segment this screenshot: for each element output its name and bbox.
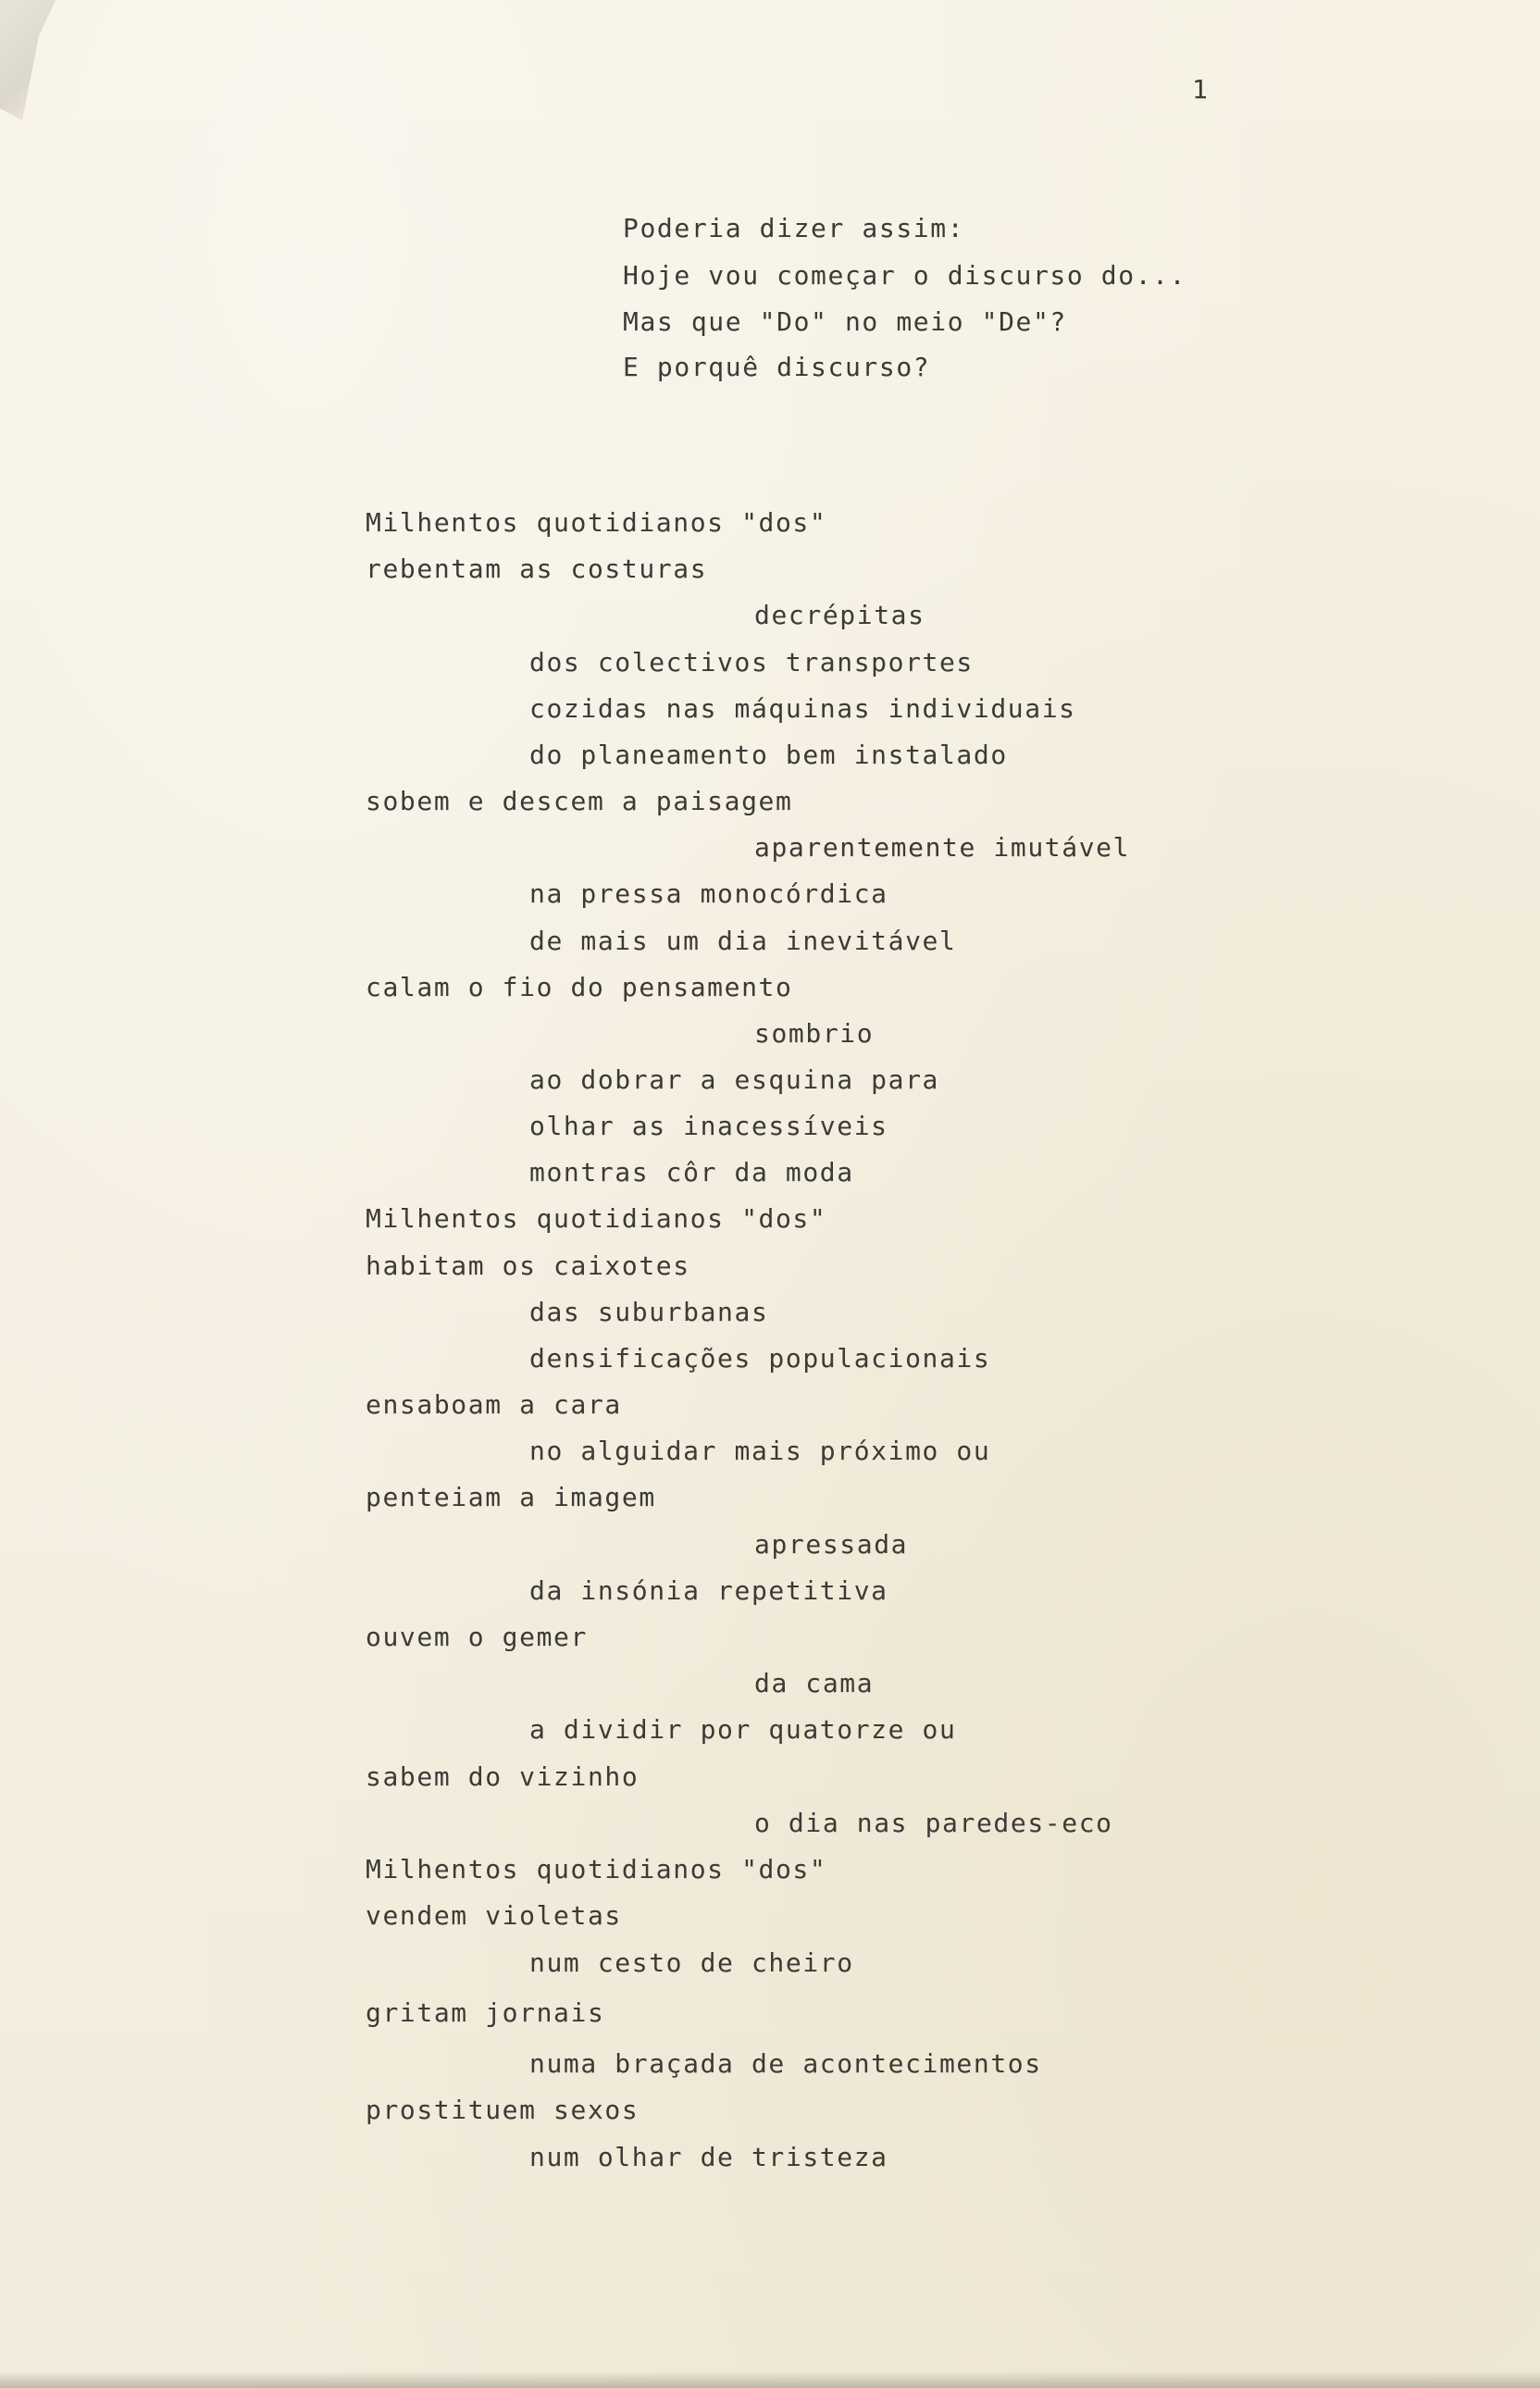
poem-line: Milhentos quotidianos "dos" (366, 1854, 827, 1884)
poem-line: ensaboam a cara (366, 1389, 622, 1420)
poem-line: apressada (754, 1529, 909, 1560)
poem-line: prostituem sexos (366, 2095, 640, 2125)
poem-line: Milhentos quotidianos "dos" (366, 507, 827, 538)
poem-line: densificações populacionais (529, 1343, 991, 1374)
page-number: 1 (1192, 74, 1209, 105)
poem-line: calam o fio do pensamento (366, 972, 793, 1002)
poem-line: Milhentos quotidianos "dos" (366, 1203, 827, 1234)
poem-line: a dividir por quatorze ou (529, 1714, 957, 1745)
poem-line: olhar as inacessíveis (529, 1111, 888, 1141)
intro-line: Poderia dizer assim: (623, 213, 965, 243)
poem-line: sabem do vizinho (366, 1761, 640, 1792)
torn-corner (0, 0, 56, 120)
poem-line: numa braçada de acontecimentos (529, 2048, 1042, 2079)
poem-line: sobem e descem a paisagem (366, 786, 793, 816)
poem-line: na pressa monocórdica (529, 878, 888, 909)
poem-line: cozidas nas máquinas individuais (529, 693, 1076, 724)
poem-line: sombrio (754, 1018, 875, 1049)
poem-line: montras côr da moda (529, 1157, 854, 1188)
poem-line: rebentam as costuras (366, 553, 708, 584)
poem-line: no alguidar mais próximo ou (529, 1436, 991, 1466)
poem-line: da insónia repetitiva (529, 1575, 888, 1606)
poem-line: num olhar de tristeza (529, 2142, 888, 2172)
poem-line: vendem violetas (366, 1900, 622, 1931)
poem-line: gritam jornais (366, 1997, 605, 2028)
intro-line: E porquê discurso? (623, 352, 931, 382)
poem-line: dos colectivos transportes (529, 647, 974, 678)
poem-line: decrépitas (754, 600, 925, 630)
poem-line: aparentemente imutável (754, 832, 1131, 863)
poem-line: ouvem o gemer (366, 1622, 588, 1652)
poem-line: das suburbanas (529, 1297, 769, 1327)
poem-line: o dia nas paredes-eco (754, 1808, 1113, 1838)
poem-line: do planeamento bem instalado (529, 740, 1008, 770)
poem-line: de mais um dia inevitável (529, 926, 957, 956)
poem-line: ao dobrar a esquina para (529, 1064, 939, 1095)
intro-line: Mas que "Do" no meio "De"? (623, 306, 1067, 337)
poem-line: da cama (754, 1668, 875, 1698)
poem-line: habitam os caixotes (366, 1250, 690, 1281)
poem-line: penteiam a imagem (366, 1482, 656, 1512)
page-bottom-edge (0, 2371, 1540, 2388)
poem-line: num cesto de cheiro (529, 1947, 854, 1978)
intro-line: Hoje vou começar o discurso do... (623, 260, 1187, 291)
